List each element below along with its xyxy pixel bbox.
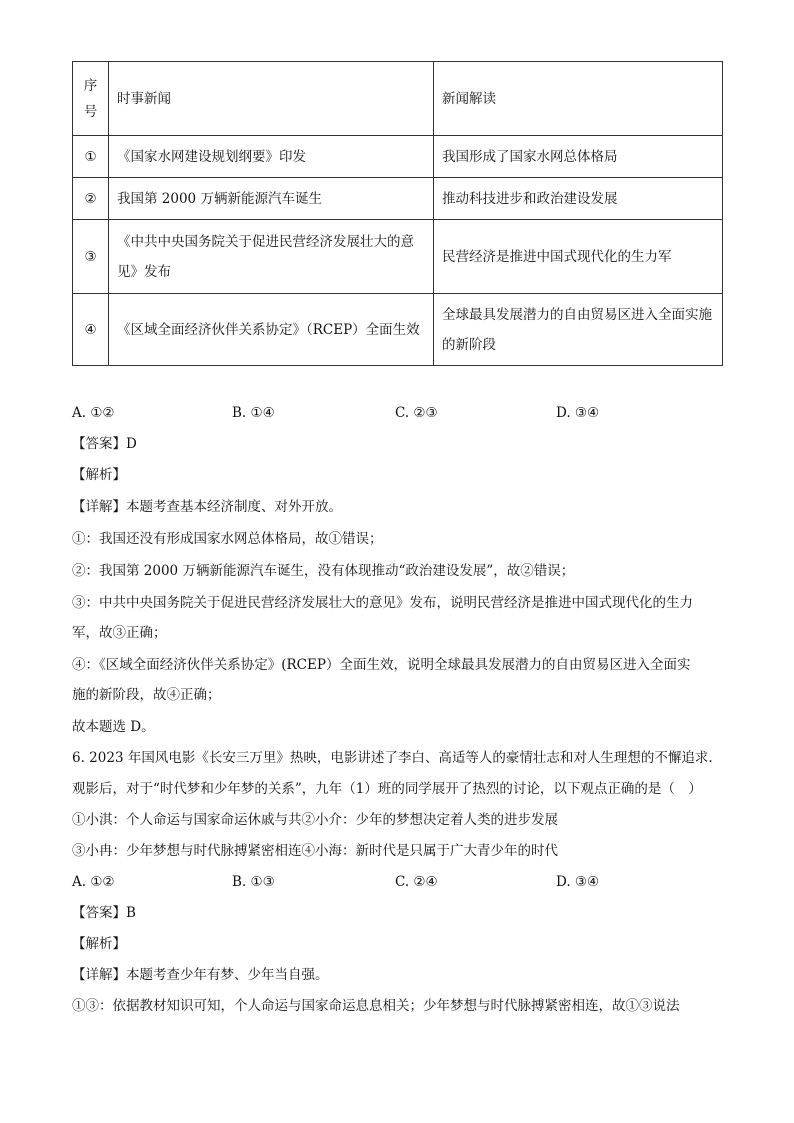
q6-analysis-label: 【解析】 [72,936,126,952]
header-interp: 新闻解读 [434,62,723,136]
table-header-row [73,62,723,136]
q6-detail: 【详解】本题考查少年有梦、少年当自强。 [72,967,329,983]
q6-option-c: C. ②④ [395,874,438,890]
q6-option-a: A. ①② [72,874,115,890]
row-interp: 我国形成了国家水网总体格局 [434,136,723,178]
q5-option-c: C. ②③ [395,405,438,421]
table-row [73,220,723,294]
row-news: 《区域全面经济伙伴关系协定》（RCEP）全面生效 [109,294,434,366]
q5-answer: 【答案】D [72,436,137,452]
q5-line-3: ③：中共中央国务院关于促进民营经济发展壮大的意见》发布，说明民营经济是推进中国式现代化的生力 [72,595,693,611]
q5-line-7: 故本题选 D。 [72,719,155,735]
q6-line-1: ①③：依据教材知识可知，个人命运与国家命运息息相关；少年梦想与时代脉搏紧密相连，故①③说法 [72,998,680,1014]
q5-analysis-label: 【解析】 [72,467,126,483]
q5-option-a: A. ①② [72,405,115,421]
row-news: 《中共中央国务院关于促进民营经济发展壮大的意见》发布 [109,220,434,294]
q5-line-4: 军，故③正确； [72,625,167,641]
row-num: ③ [73,220,109,294]
q5-option-d: D. ③④ [556,405,600,421]
row-news: 我国第 2000 万辆新能源汽车诞生 [109,178,434,220]
news-table [72,61,723,366]
row-num: ② [73,178,109,220]
header-news: 时事新闻 [109,62,434,136]
q5-line-1: ①：我国还没有形成国家水网总体格局，故①错误； [72,531,383,547]
table-row [73,136,723,178]
q6-views-line-1: ①小淇：个人命运与国家命运休戚与共②小介：少年的梦想决定着人类的进步发展 [72,812,558,828]
q5-line-2: ②：我国第 2000 万辆新能源汽车诞生，没有体现推动“政治建设发展”，故②错误； [72,563,575,579]
q6-option-b: B. ①③ [232,874,275,890]
q5-option-b: B. ①④ [232,405,275,421]
row-interp: 全球最具发展潜力的自由贸易区进入全面实施的新阶段 [434,294,723,366]
q6-stem-line-1: 6. 2023 年国风电影《长安三万里》热映，电影讲述了李白、高适等人的豪情壮志和对人生理想的不懈追求. [72,750,713,766]
q6-option-d: D. ③④ [556,874,600,890]
q5-detail: 【详解】本题考查基本经济制度、对外开放。 [72,499,342,515]
q6-answer: 【答案】B [72,905,136,921]
row-num: ① [73,136,109,178]
table-row [73,178,723,220]
header-num: 序号 [73,62,109,136]
q5-line-5: ④：《区域全面经济伙伴关系协定》(RCEP）全面生效，说明全球最具发展潜力的自由贸易区进入全面实 [72,657,691,673]
q6-views-line-2: ③小冉：少年梦想与时代脉搏紧密相连④小海：新时代是只属于广大青少年的时代 [72,843,558,859]
q5-line-6: 施的新阶段，故④正确； [72,687,221,703]
row-interp: 推动科技进步和政治建设发展 [434,178,723,220]
table-row [73,294,723,366]
row-interp: 民营经济是推进中国式现代化的生力军 [434,220,723,294]
row-num: ④ [73,294,109,366]
row-news: 《国家水网建设规划纲要》印发 [109,136,434,178]
q6-stem-line-2: 观影后，对于“时代梦和少年梦的关系”，九年（1）班的同学展开了热烈的讨论，以下观点正确的是（ ） [72,781,702,797]
